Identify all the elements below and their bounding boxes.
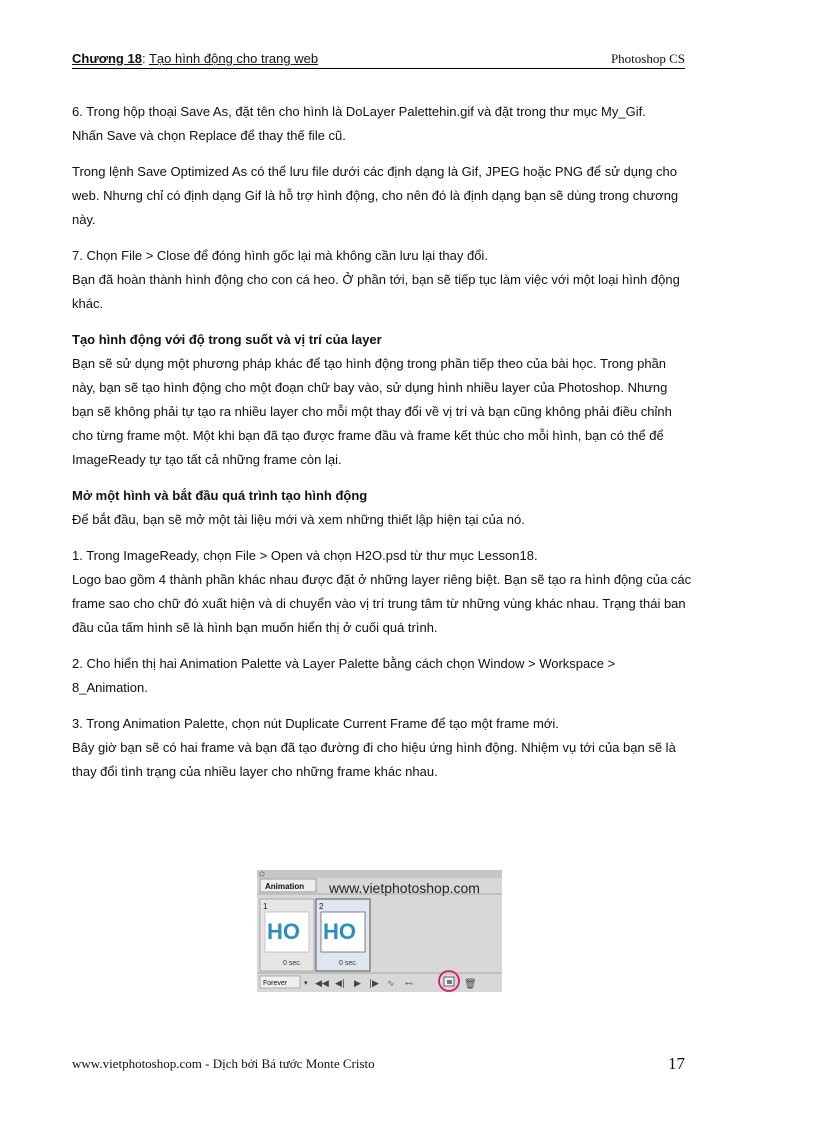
play-icon[interactable]: ▶ bbox=[354, 979, 361, 989]
frame-2-delay[interactable]: 0 sec. bbox=[339, 960, 358, 967]
frame-2-number: 2 bbox=[319, 902, 324, 911]
duplicate-frame-inner bbox=[447, 980, 452, 984]
page-header bbox=[72, 50, 685, 69]
step-6-text: 6. Trong hộp thoại Save As, đặt tên cho hình là DoLayer Palettehin.gif và đặt trong thư mục My_Gif. bbox=[72, 104, 646, 119]
step-3-text: 3. Trong Animation Palette, chọn nút Duplicate Current Frame để tạo một frame mới. bbox=[72, 716, 559, 731]
paragraph-step-1 bbox=[72, 544, 692, 640]
section-heading-open-image: Mở một hình và bắt đầu quá trình tạo hình động bbox=[72, 488, 368, 503]
previous-frame-icon[interactable]: ◀| bbox=[335, 979, 345, 989]
frame-1-delay[interactable]: 0 sec. bbox=[283, 960, 302, 967]
chapter-heading bbox=[72, 51, 318, 66]
frame-1-number: 1 bbox=[263, 902, 268, 911]
first-frame-icon[interactable]: ◀◀ bbox=[315, 979, 329, 989]
product-name: Photoshop CS bbox=[610, 51, 685, 66]
paragraph-save-optimized: Trong lệnh Save Optimized As có thể lưu file dưới các định dạng là Gif, JPEG hoặc PNG để sử dụng cho web. Nhưng chỉ có định dạng Gif là hỗ trợ hình động, cho nên đó là định dạng bạn sẽ dùng trong chương này. bbox=[72, 164, 679, 227]
palette-titlebar bbox=[257, 870, 502, 878]
paragraph-method: Bạn sẽ sử dụng một phương pháp khác để tạo hình động trong phần tiếp theo của bài học. Trong phần này, bạn sẽ tạo hình động cho một đoạn chữ bay vào, sử dụng hình nhiều layer của Photoshop. Nhưng bạn sẽ không phải tự tạo ra nhiều layer cho mỗi một thay đổi về vị trí và bạn cũng không phải điều chỉnh cho từng frame một. Một khi bạn đã tạo được frame đầu và frame kết thúc cho mỗi hình, bạn có thể để ImageReady tự tạo tất cả những frame còn lại. bbox=[72, 356, 672, 467]
frame-1-thumb-text: HO bbox=[267, 919, 300, 944]
page-footer bbox=[72, 1056, 685, 1076]
chapter-label: Chương 18 bbox=[72, 51, 142, 66]
loop-dropdown-icon: ▾ bbox=[304, 979, 308, 987]
next-frame-icon[interactable]: |▶ bbox=[369, 979, 379, 989]
paragraph-step-2: 2. Cho hiển thị hai Animation Palette và Layer Palette bằng cách chọn Window > Workspace > 8_Animation. bbox=[72, 656, 616, 695]
animation-palette-screenshot bbox=[257, 870, 502, 992]
step-3-followup: Bây giờ bạn sẽ có hai frame và bạn đã tạo đường đi cho hiệu ứng hình động. Nhiệm vụ tới của bạn sẽ là thay đổi tình trạng của nhiều layer cho những frame khác nhau. bbox=[72, 740, 676, 779]
frame-2-thumb-text: HO bbox=[323, 919, 356, 944]
loop-select-value: Forever bbox=[263, 980, 288, 987]
step-1-text: 1. Trong ImageReady, chọn File > Open và chọn H2O.psd từ thư mục Lesson18. bbox=[72, 548, 538, 563]
animation-tab-label: Animation bbox=[265, 882, 305, 891]
paragraph-step-7 bbox=[72, 244, 692, 316]
tween-frames-icon[interactable]: ⊷ bbox=[405, 979, 413, 988]
page-content bbox=[72, 100, 692, 796]
trash-icon[interactable]: 🗑 bbox=[464, 979, 477, 990]
animation-palette-figure bbox=[257, 870, 502, 992]
step-7-text: 7. Chọn File > Close để đóng hình gốc lại mà không cần lưu lại thay đổi. bbox=[72, 248, 488, 263]
section-heading-transparency: Tạo hình động với độ trong suốt và vị trí của layer bbox=[72, 332, 382, 347]
watermark-text: www.vietphotoshop.com bbox=[329, 880, 480, 896]
footer-credit: www.vietphotoshop.com - Dịch bởi Bá tước Monte Cristo bbox=[72, 1056, 375, 1071]
step-1-followup: Logo bao gồm 4 thành phần khác nhau được đặt ở những layer riêng biệt. Bạn sẽ tạo ra hình động của các frame sao cho chữ đó xuất hiện và di chuyển vào vị trí trung tâm từ những vùng khác nhau. Trạng thái ban đầu của tấm hình sẽ là hình bạn muốn hiển thị ở cuối quá trình. bbox=[72, 572, 692, 635]
paragraph-step-6 bbox=[72, 100, 692, 148]
step-7-followup: Bạn đã hoàn thành hình động cho con cá heo. Ở phần tới, bạn sẽ tiếp tục làm việc với một loại hình động khác. bbox=[72, 272, 680, 311]
chapter-title: Tạo hình động cho trang web bbox=[148, 51, 319, 66]
paragraph-intro: Để bắt đầu, bạn sẽ mở một tài liệu mới và xem những thiết lập hiện tại của nó. bbox=[72, 512, 525, 527]
chapter-separator: : bbox=[141, 51, 149, 66]
tween-icon[interactable]: ∿ bbox=[387, 979, 395, 989]
page-number: 17 bbox=[668, 1054, 685, 1073]
step-6-followup: Nhấn Save và chọn Replace để thay thế file cũ. bbox=[72, 128, 346, 143]
paragraph-step-3 bbox=[72, 712, 692, 784]
